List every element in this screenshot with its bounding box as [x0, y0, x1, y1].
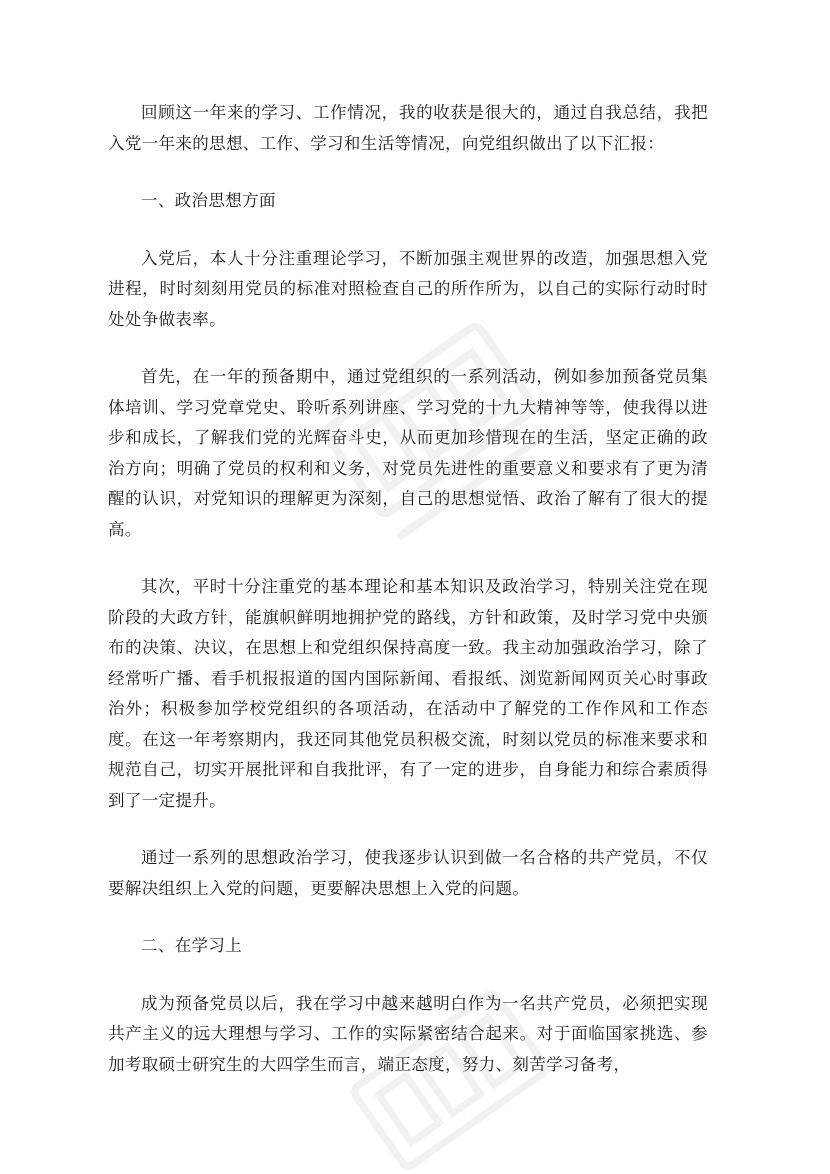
intro-paragraph: 回顾这一年来的学习、工作情况，我的收获是很大的，通过自我总结，我把入党一年来的思想、工作、学习和生活等情况，向党组织做出了以下汇报： — [108, 103, 708, 153]
paragraph-secondly: 其次，平时十分注重党的基本理论和基本知识及政治学习，特别关注党在现阶段的大政方针，能旗帜鲜明地拥护党的路线，方针和政策，及时学习党中央颁布的决策、决议，在思想上和党组织保持高度一致。我主动加强政治学习，除了经常听广播、看手机报报道的国内国际新闻、看报纸、浏览新闻网页关心时事政治外；积极参加学校党组织的各项活动，在活动中了解党的工作作风和工作态度。在这一年考察期内，我还同其他党员积极交流，时刻以党员的标准来要求和规范自己，切实开展批评和自我批评，有了一定的进步，自身能力和综合素质得到了一定提升。 — [108, 577, 708, 810]
section-heading-politics: 一、政治思想方面 — [141, 191, 276, 210]
paragraph-after-joining: 入党后，本人十分注重理论学习，不断加强主观世界的改造，加强思想入党进程，时时刻刻用党员的标准对照检查自己的所作所为，以自己的实际行动时时处处争做表率。 — [108, 248, 708, 329]
paragraph-conclusion: 通过一系列的思想政治学习，使我逐步认识到做一名合格的共产党员，不仅要解决组织上入党的问题，更要解决思想上入党的问题。 — [108, 848, 708, 898]
section-heading-study: 二、在学习上 — [141, 936, 243, 955]
paragraph-firstly: 首先，在一年的预备期中，通过党组织的一系列活动，例如参加预备党员集体培训、学习党章党史、聆听系列讲座、学习党的十九大精神等等，使我得以进步和成长，了解我们党的光辉奋斗史，从而更加珍惜现在的生活，坚定正确的政治方向；明确了党员的权利和义务，对党员先进性的重要意义和要求有了更为清醒的认识，对党知识的理解更为深刻，自己的思想觉悟、政治了解有了很大的提高。 — [108, 367, 708, 539]
paragraph-study: 成为预备党员以后，我在学习中越来越明白作为一名共产党员，必须把实现共产主义的远大理想与学习、工作的实际紧密结合起来。对于面临国家挑选、参加考取硕士研究生的大四学生而言，端正态度，努力、刻苦学习备考， — [108, 993, 708, 1074]
document-body — [108, 98, 708, 1080]
